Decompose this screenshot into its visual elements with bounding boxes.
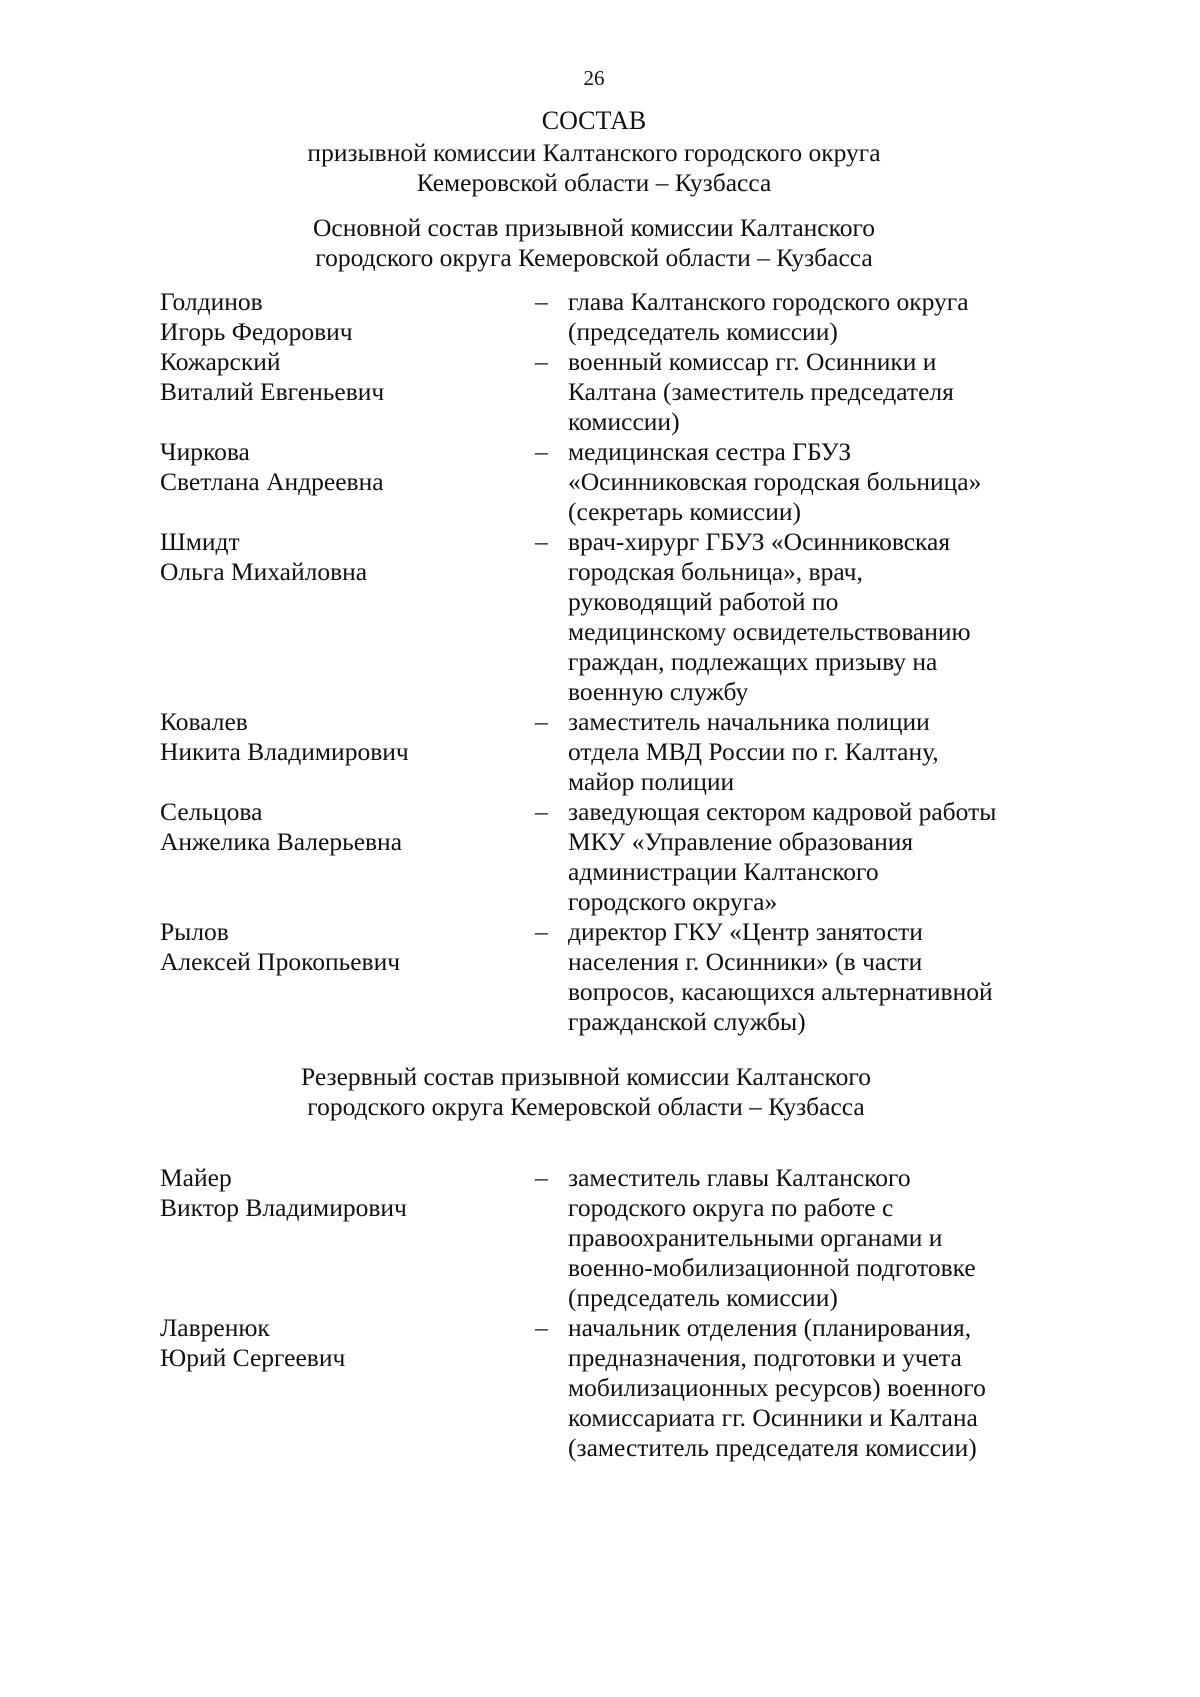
member-row — [160, 287, 1040, 347]
member-role — [568, 1313, 1038, 1463]
member-role-line: комиссариата гг. Осинники и Калтана — [568, 1403, 978, 1432]
member-surname: Кожарский — [160, 347, 281, 376]
member-role-line: (секретарь комиссии) — [568, 497, 801, 526]
member-row — [160, 1163, 1040, 1313]
member-given-names: Ольга Михайловна — [160, 557, 368, 586]
member-name — [160, 437, 535, 527]
member-role-line: МКУ «Управление образования — [568, 827, 914, 856]
member-role-line: городская больница», врач, — [568, 557, 863, 586]
member-role-line: гражданской службы) — [568, 1007, 806, 1036]
main-section-heading: городского округа Кемеровской области – Кузбасса — [315, 243, 873, 272]
member-role-line: военную службу — [568, 677, 749, 706]
member-role — [568, 347, 1038, 437]
member-role-line: администрации Калтанского — [568, 857, 879, 886]
member-dash: – — [535, 797, 548, 826]
member-role-line: отдела МВД России по г. Калтану, — [568, 737, 939, 766]
member-role-line: заместитель главы Калтанского — [568, 1163, 911, 1192]
member-role-line: (председатель комиссии) — [568, 317, 838, 346]
member-role-line: заместитель начальника полиции — [568, 707, 930, 736]
member-surname: Лавренюк — [160, 1313, 270, 1342]
member-surname: Голдинов — [160, 287, 263, 316]
member-dash: – — [535, 1313, 548, 1342]
member-dash: – — [535, 287, 548, 316]
member-dash: – — [535, 527, 548, 556]
member-given-names: Никита Владимирович — [160, 737, 409, 766]
member-dash: – — [535, 917, 548, 946]
member-role-line: комиссии) — [568, 407, 680, 436]
member-role-line: директор ГКУ «Центр занятости — [568, 917, 923, 946]
member-role-line: (заместитель председателя комиссии) — [568, 1433, 977, 1462]
member-surname: Майер — [160, 1163, 232, 1192]
member-role-line: заведующая сектором кадровой работы — [568, 797, 997, 826]
reserve-section-heading: городского округа Кемеровской области – Кузбасса — [307, 1092, 865, 1121]
member-dash: – — [535, 1163, 548, 1192]
member-surname: Чиркова — [160, 437, 250, 466]
member-role-line: правоохранительными органами и — [568, 1223, 943, 1252]
member-role — [568, 917, 1038, 1037]
member-surname: Шмидт — [160, 527, 240, 556]
member-given-names: Алексей Прокопьевич — [160, 947, 401, 976]
member-name — [160, 527, 535, 707]
member-row — [160, 347, 1040, 437]
member-role-line: предназначения, подготовки и учета — [568, 1343, 962, 1372]
member-role-line: мобилизационных ресурсов) военного — [568, 1373, 986, 1402]
member-role — [568, 1163, 1038, 1313]
main-section-heading: Основной состав призывной комиссии Калтанского — [312, 213, 876, 242]
member-row — [160, 797, 1040, 917]
member-dash: – — [535, 707, 548, 736]
member-role — [568, 527, 1038, 707]
reserve-section-heading: Резервный состав призывной комиссии Калтанского — [301, 1062, 871, 1091]
member-given-names: Юрий Сергеевич — [160, 1343, 346, 1372]
member-role-line: вопросов, касающихся альтернативной — [568, 977, 993, 1006]
subtitle-line: призывной комиссии Калтанского городского округа — [307, 138, 881, 167]
member-name — [160, 1163, 535, 1313]
member-dash: – — [535, 437, 548, 466]
member-name — [160, 1313, 535, 1463]
member-name — [160, 707, 535, 797]
member-name — [160, 287, 535, 347]
member-row — [160, 1313, 1040, 1463]
member-role-line: медицинскому освидетельствованию — [568, 617, 971, 646]
member-role-line: (председатель комиссии) — [568, 1283, 838, 1312]
member-dash: – — [535, 347, 548, 376]
member-row — [160, 917, 1040, 1037]
member-row — [160, 437, 1040, 527]
member-given-names: Виталий Евгеньевич — [160, 377, 385, 406]
member-role — [568, 437, 1038, 527]
member-role-line: военно-мобилизационной подготовке — [568, 1253, 976, 1282]
member-given-names: Светлана Андреевна — [160, 467, 384, 496]
member-given-names: Анжелика Валерьевна — [160, 827, 403, 856]
member-given-names: Виктор Владимирович — [160, 1193, 407, 1222]
member-surname: Рылов — [160, 917, 229, 946]
member-role-line: населения г. Осинники» (в части — [568, 947, 923, 976]
member-role-line: руководящий работой по — [568, 587, 839, 616]
member-role-line: Калтана (заместитель председателя — [568, 377, 954, 406]
member-role-line: военный комиссар гг. Осинники и — [568, 347, 937, 376]
document-title: СОСТАВ — [541, 106, 647, 135]
member-role-line: майор полиции — [568, 767, 735, 796]
member-role-line: «Осинниковская городская больница» — [568, 467, 982, 496]
member-name — [160, 797, 535, 917]
member-role-line: городского округа» — [568, 887, 778, 916]
member-given-names: Игорь Федорович — [160, 317, 353, 346]
member-role-line: врач-хирург ГБУЗ «Осинниковская — [568, 527, 951, 556]
member-role — [568, 797, 1038, 917]
member-name — [160, 917, 535, 1037]
member-role-line: граждан, подлежащих призыву на — [568, 647, 938, 676]
member-surname: Ковалев — [160, 707, 248, 736]
member-name — [160, 347, 535, 437]
member-row — [160, 707, 1040, 797]
subtitle-line: Кемеровской области – Кузбасса — [416, 168, 772, 197]
main-members-list — [160, 287, 1040, 1037]
page-number: 26 — [583, 66, 605, 90]
member-role-line: медицинская сестра ГБУЗ — [568, 437, 852, 466]
member-role-line: начальник отделения (планирования, — [568, 1313, 972, 1342]
member-role-line: городского округа по работе с — [568, 1193, 894, 1222]
member-role — [568, 707, 1038, 797]
reserve-members-list — [160, 1163, 1040, 1463]
member-surname: Сельцова — [160, 797, 263, 826]
member-row — [160, 527, 1040, 707]
member-role — [568, 287, 1038, 347]
member-role-line: глава Калтанского городского округа — [568, 287, 969, 316]
